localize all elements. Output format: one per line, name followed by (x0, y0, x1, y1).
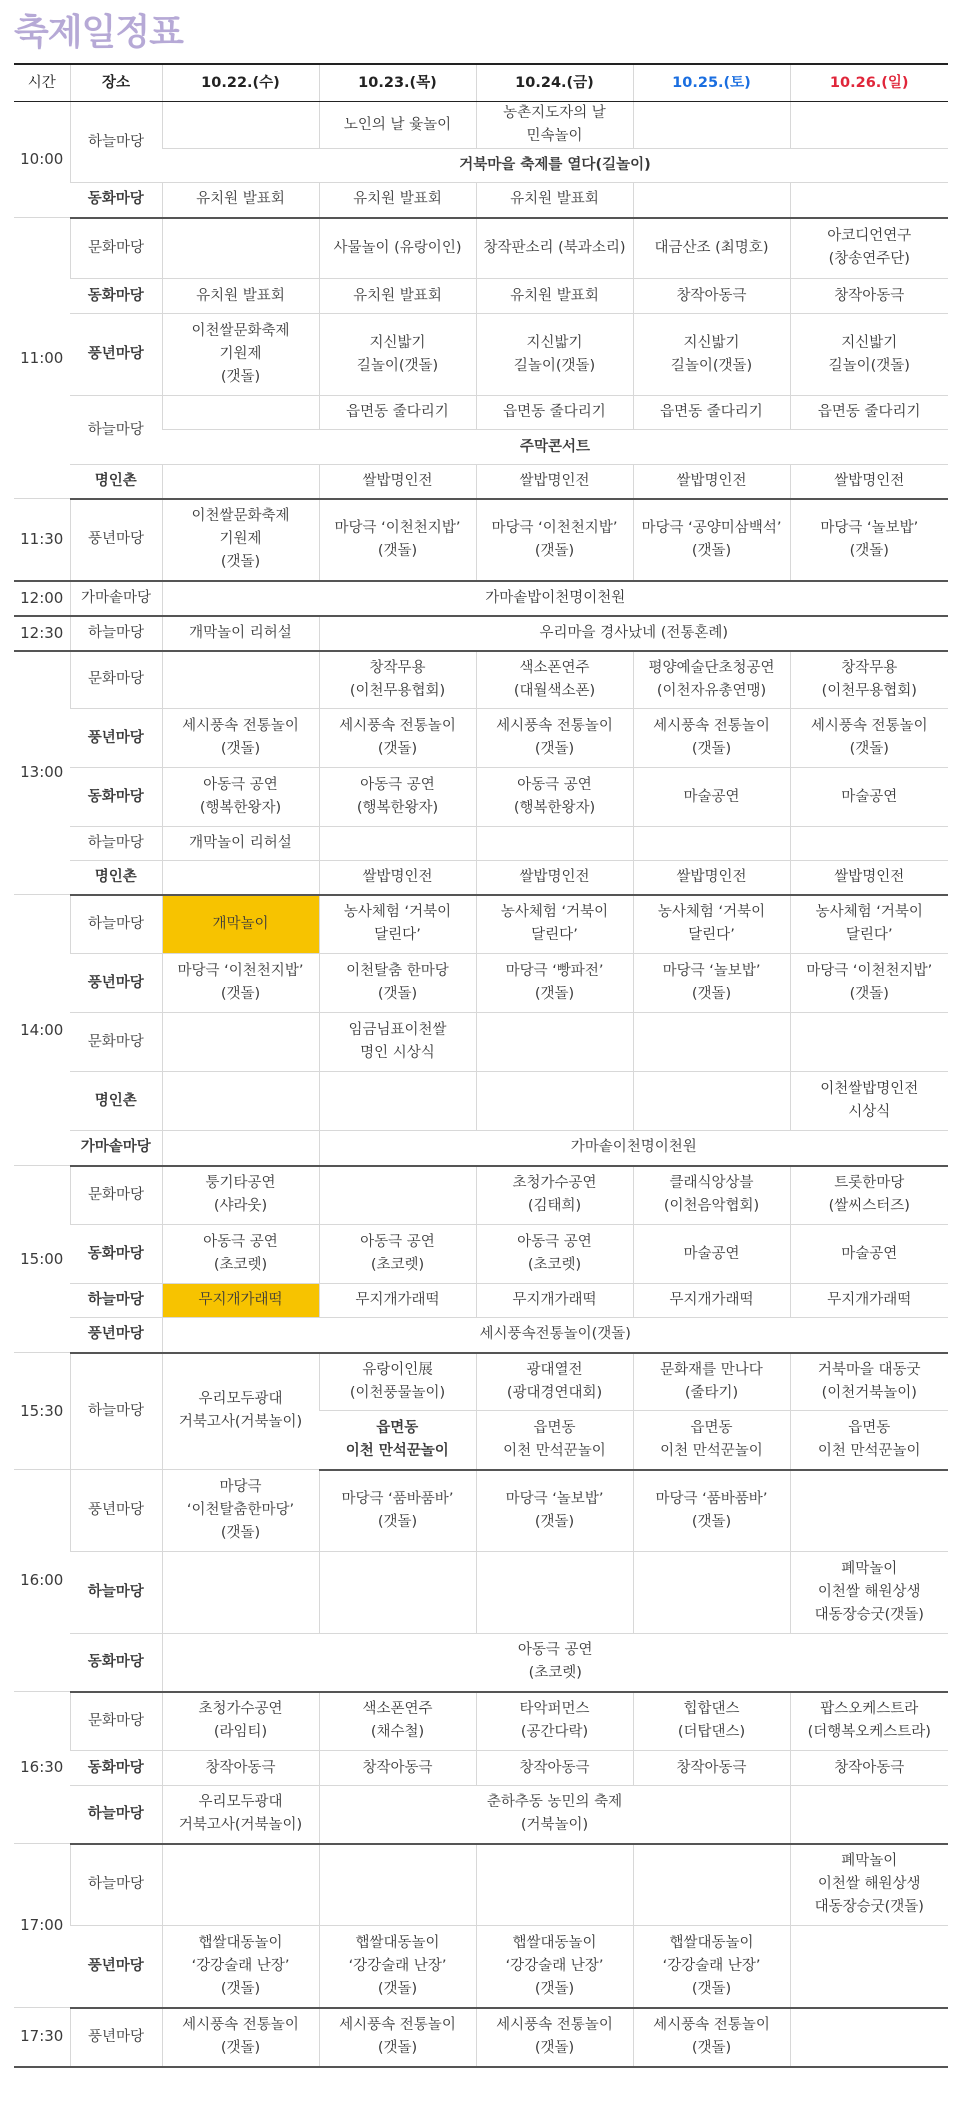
event-cell (790, 183, 948, 218)
event-cell (476, 1072, 633, 1131)
header-day-1: 10.22.(수) (162, 64, 319, 102)
event-cell: 쌀밥명인전 (790, 465, 948, 499)
event-cell: 유치원 발표회 (162, 279, 319, 314)
event-cell (162, 1844, 319, 1926)
event-cell: 아동극 공연 (초코렛) (476, 1225, 633, 1284)
place-cell: 문화마당 (70, 1692, 162, 1751)
event-cell: 무지개가래떡 (476, 1284, 633, 1318)
event-cell-wide: 아동극 공연 (초코렛) (162, 1634, 948, 1692)
place-cell: 동화마당 (70, 1634, 162, 1692)
event-cell: 유치원 발표회 (319, 183, 476, 218)
place-cell: 문화마당 (70, 1166, 162, 1225)
header-row (14, 64, 948, 102)
event-cell: 세시풍속 전통놀이 (갯돌) (476, 2008, 633, 2067)
event-cell: 폐막놀이 이천쌀 해원상생 대동장승굿(갯돌) (790, 1552, 948, 1634)
event-cell: 농사체험 ‘거북이 달린다’ (476, 895, 633, 954)
event-cell: 쌀밥명인전 (790, 861, 948, 895)
event-cell (633, 1072, 790, 1131)
event-cell: 이천탈춤 한마당 (갯돌) (319, 954, 476, 1013)
place-cell: 풍년마당 (70, 1318, 162, 1353)
event-cell: 세시풍속 전통놀이 (갯돌) (162, 2008, 319, 2067)
place-cell: 하늘마당 (70, 396, 162, 465)
event-cell: 세시풍속 전통놀이 (갯돌) (319, 2008, 476, 2067)
event-cell (319, 1166, 476, 1225)
event-cell: 햅쌀대동놀이 ‘강강술래 난장’ (갯돌) (319, 1926, 476, 2008)
event-cell: 읍면동 줄다리기 (790, 396, 948, 430)
event-cell: 아동극 공연 (초코렛) (162, 1225, 319, 1284)
place-cell: 풍년마당 (70, 2008, 162, 2067)
event-cell: 읍면동 줄다리기 (476, 396, 633, 430)
place-cell: 동화마당 (70, 1751, 162, 1786)
event-cell: 창작아동극 (633, 279, 790, 314)
event-cell: 읍면동 이천 만석꾼놀이 (790, 1411, 948, 1470)
event-cell: 우리모두광대 거북고사(거북놀이) (162, 1786, 319, 1844)
slot-1630 (14, 1692, 948, 1844)
header-place: 장소 (70, 64, 162, 102)
place-cell: 하늘마당 (70, 1844, 162, 1926)
place-cell: 명인촌 (70, 465, 162, 499)
event-cell: 읍면동 줄다리기 (319, 396, 476, 430)
place-cell: 풍년마당 (70, 954, 162, 1013)
event-cell-wide: 우리마을 경사났네 (전통혼례) (319, 616, 948, 651)
slot-1400 (14, 895, 948, 1166)
event-cell: 세시풍속 전통놀이 (갯돌) (319, 709, 476, 768)
event-cell-wide: 주막콘서트 (162, 430, 948, 465)
event-cell: 쌀밥명인전 (476, 861, 633, 895)
place-cell: 하늘마당 (70, 1552, 162, 1634)
header-day-2: 10.23.(목) (319, 64, 476, 102)
event-cell: 아동극 공연 (초코렛) (319, 1225, 476, 1284)
event-cell: 대금산조 (최명호) (633, 218, 790, 279)
event-cell: 유랑이인展 (이천풍물놀이) (319, 1353, 476, 1411)
event-cell (476, 1013, 633, 1072)
event-cell: 무지개가래떡 (790, 1284, 948, 1318)
slot-1600 (14, 1470, 948, 1692)
event-cell (633, 827, 790, 861)
event-cell (790, 1470, 948, 1552)
slot-1500 (14, 1166, 948, 1353)
time-cell: 17:30 (14, 2008, 70, 2067)
event-cell: 창작무용 (이천무용협회) (319, 651, 476, 709)
event-cell (476, 1844, 633, 1926)
slot-1100 (14, 218, 948, 499)
event-cell: 힙합댄스 (더탑댄스) (633, 1692, 790, 1751)
event-cell: 마당극 ‘품바품바’ (갯돌) (633, 1470, 790, 1552)
event-cell: 색소폰연주 (채수철) (319, 1692, 476, 1751)
event-cell: 마당극 ‘이천천지밥’ (갯돌) (790, 954, 948, 1013)
event-cell: 아동극 공연 (행복한왕자) (319, 768, 476, 827)
slot-1700 (14, 1844, 948, 2008)
event-cell-highlight: 개막놀이 (162, 895, 319, 954)
place-cell: 하늘마당 (70, 895, 162, 954)
event-cell: 지신밟기 길놀이(갯돌) (319, 314, 476, 396)
event-cell (476, 1552, 633, 1634)
place-cell: 풍년마당 (70, 1470, 162, 1552)
event-cell: 마당극 ‘공양미삼백석’ (갯돌) (633, 499, 790, 581)
place-cell: 동화마당 (70, 183, 162, 218)
event-cell (790, 1926, 948, 2008)
slot-1200 (14, 581, 948, 616)
event-cell: 읍면동 줄다리기 (633, 396, 790, 430)
event-cell: 창작아동극 (790, 1751, 948, 1786)
event-cell: 이천쌀문화축제 기원제 (갯돌) (162, 314, 319, 396)
event-cell: 마당극 ‘품바품바’ (갯돌) (319, 1470, 476, 1552)
event-cell (790, 2008, 948, 2067)
place-cell: 풍년마당 (70, 1926, 162, 2008)
event-cell (790, 827, 948, 861)
header-day-saturday: 10.25.(토) (633, 64, 790, 102)
event-cell: 마당극 ‘이천천지밥’ (갯돌) (162, 954, 319, 1013)
event-cell: 창작무용 (이천무용협회) (790, 651, 948, 709)
event-cell (476, 827, 633, 861)
event-cell: 쌀밥명인전 (319, 465, 476, 499)
event-cell: 세시풍속 전통놀이 (갯돌) (790, 709, 948, 768)
event-cell: 초청가수공연 (라임티) (162, 1692, 319, 1751)
event-cell: 마당극 ‘이천탈춤한마당’ (갯돌) (162, 1470, 319, 1552)
event-cell: 창작아동극 (633, 1751, 790, 1786)
event-cell (162, 861, 319, 895)
place-cell: 풍년마당 (70, 314, 162, 396)
event-cell: 마당극 ‘놀보밥’ (갯돌) (476, 1470, 633, 1552)
event-cell: 마당극 ‘놀보밥’ (갯돌) (633, 954, 790, 1013)
event-cell (162, 1552, 319, 1634)
event-cell: 초청가수공연 (김태희) (476, 1166, 633, 1225)
event-cell (319, 1844, 476, 1926)
event-cell: 세시풍속 전통놀이 (갯돌) (476, 709, 633, 768)
place-cell: 동화마당 (70, 1225, 162, 1284)
time-cell: 10:00 (14, 102, 70, 218)
slot-1130 (14, 499, 948, 581)
time-cell: 14:00 (14, 895, 70, 1166)
event-cell: 마술공연 (790, 1225, 948, 1284)
place-cell: 명인촌 (70, 1072, 162, 1131)
event-cell: 읍면동 이천 만석꾼놀이 (319, 1411, 476, 1470)
place-cell: 하늘마당 (70, 102, 162, 183)
place-cell: 하늘마당 (70, 616, 162, 651)
event-cell (319, 1552, 476, 1634)
event-cell: 우리모두광대 거북고사(거북놀이) (162, 1353, 319, 1470)
event-cell-wide: 가마솥이천명이천원 (319, 1131, 948, 1166)
slot-1730 (14, 2008, 948, 2067)
event-cell: 임금님표이천쌀 명인 시상식 (319, 1013, 476, 1072)
event-cell: 햅쌀대동놀이 ‘강강술래 난장’ (갯돌) (476, 1926, 633, 2008)
place-cell: 문화마당 (70, 1013, 162, 1072)
place-cell: 하늘마당 (70, 1284, 162, 1318)
event-cell: 햅쌀대동놀이 ‘강강술래 난장’ (갯돌) (633, 1926, 790, 2008)
schedule-table (14, 63, 948, 2068)
event-cell (790, 1013, 948, 1072)
event-cell: 이천쌀문화축제 기원제 (갯돌) (162, 499, 319, 581)
event-cell: 개막놀이 리허설 (162, 616, 319, 651)
slot-1300 (14, 651, 948, 895)
event-cell: 세시풍속 전통놀이 (갯돌) (633, 2008, 790, 2067)
header-day-sunday: 10.26.(일) (790, 64, 948, 102)
slot-1230 (14, 616, 948, 651)
event-cell (633, 1552, 790, 1634)
header-time: 시간 (14, 64, 70, 102)
time-cell: 13:00 (14, 651, 70, 895)
slot-1530 (14, 1353, 948, 1470)
event-cell: 쌀밥명인전 (476, 465, 633, 499)
event-cell-wide: 가마솥밥이천명이천원 (162, 581, 948, 616)
event-cell: 유치원 발표회 (476, 183, 633, 218)
event-cell: 마당극 ‘이천천지밥’ (갯돌) (476, 499, 633, 581)
event-cell: 세시풍속 전통놀이 (갯돌) (633, 709, 790, 768)
event-cell: 창작아동극 (319, 1751, 476, 1786)
event-cell (162, 1131, 319, 1166)
event-cell: 농사체험 ‘거북이 달린다’ (633, 895, 790, 954)
time-cell: 15:30 (14, 1353, 70, 1470)
place-cell: 동화마당 (70, 768, 162, 827)
event-cell: 지신밟기 길놀이(갯돌) (633, 314, 790, 396)
place-cell: 하늘마당 (70, 827, 162, 861)
event-cell: 문화재를 만나다 (줄타기) (633, 1353, 790, 1411)
event-cell: 농사체험 ‘거북이 달린다’ (319, 895, 476, 954)
event-cell: 사물놀이 (유랑이인) (319, 218, 476, 279)
event-cell: 햅쌀대동놀이 ‘강강술래 난장’ (갯돌) (162, 1926, 319, 2008)
event-cell (162, 218, 319, 279)
event-cell: 마술공연 (790, 768, 948, 827)
place-cell: 명인촌 (70, 861, 162, 895)
place-cell: 하늘마당 (70, 1786, 162, 1844)
event-cell: 쌀밥명인전 (633, 465, 790, 499)
event-cell (790, 102, 948, 149)
event-cell: 거북마을 대동굿 (이천거북놀이) (790, 1353, 948, 1411)
page-title: 축제일정표 (14, 12, 183, 53)
place-cell: 문화마당 (70, 651, 162, 709)
event-cell (319, 1072, 476, 1131)
event-cell (162, 1013, 319, 1072)
event-cell: 창작판소리 (북과소리) (476, 218, 633, 279)
event-cell: 무지개가래떡 (319, 1284, 476, 1318)
event-cell: 개막놀이 리허설 (162, 827, 319, 861)
event-cell: 쌀밥명인전 (633, 861, 790, 895)
event-cell: 클래식앙상블 (이천음악협회) (633, 1166, 790, 1225)
event-cell: 창작아동극 (790, 279, 948, 314)
event-cell: 폐막놀이 이천쌀 해원상생 대동장승굿(갯돌) (790, 1844, 948, 1926)
event-cell (633, 1844, 790, 1926)
event-cell (162, 465, 319, 499)
time-cell: 11:00 (14, 218, 70, 499)
place-cell: 가마솥마당 (70, 581, 162, 616)
event-cell (162, 651, 319, 709)
event-cell: 아코디언연구 (창송연주단) (790, 218, 948, 279)
event-cell: 마당극 ‘빵파전’ (갯돌) (476, 954, 633, 1013)
event-cell-highlight: 무지개가래떡 (162, 1284, 319, 1318)
event-cell: 지신밟기 길놀이(갯돌) (790, 314, 948, 396)
event-cell (162, 1072, 319, 1131)
event-cell (633, 1013, 790, 1072)
time-cell: 15:00 (14, 1166, 70, 1353)
time-cell: 16:00 (14, 1470, 70, 1692)
event-cell: 광대열전 (광대경연대회) (476, 1353, 633, 1411)
event-cell: 색소폰연주 (대월색소폰) (476, 651, 633, 709)
event-cell (162, 396, 319, 430)
event-cell: 유치원 발표회 (476, 279, 633, 314)
event-cell: 마술공연 (633, 768, 790, 827)
place-cell: 가마솥마당 (70, 1131, 162, 1166)
time-cell: 16:30 (14, 1692, 70, 1844)
time-cell: 11:30 (14, 499, 70, 581)
time-cell: 12:30 (14, 616, 70, 651)
event-cell (319, 827, 476, 861)
event-cell: 노인의 날 윷놀이 (319, 102, 476, 149)
event-cell: 창작아동극 (476, 1751, 633, 1786)
event-cell: 무지개가래떡 (633, 1284, 790, 1318)
event-cell: 팝스오케스트라 (더행복오케스트라) (790, 1692, 948, 1751)
event-cell: 창작아동극 (162, 1751, 319, 1786)
event-cell: 아동극 공연 (행복한왕자) (476, 768, 633, 827)
event-cell: 유치원 발표회 (319, 279, 476, 314)
place-cell: 풍년마당 (70, 499, 162, 581)
event-cell: 읍면동 이천 만석꾼놀이 (633, 1411, 790, 1470)
event-cell (162, 102, 319, 149)
event-cell: 퉁기타공연 (샤라웃) (162, 1166, 319, 1225)
event-cell: 농사체험 ‘거북이 달린다’ (790, 895, 948, 954)
event-cell-wide: 춘하추동 농민의 축제 (거북놀이) (319, 1786, 790, 1844)
event-cell (633, 102, 790, 149)
time-cell: 12:00 (14, 581, 70, 616)
event-cell: 마술공연 (633, 1225, 790, 1284)
place-cell: 동화마당 (70, 279, 162, 314)
event-cell: 평양예술단초청공연 (이천자유총연맹) (633, 651, 790, 709)
event-cell: 마당극 ‘이천천지밥’ (갯돌) (319, 499, 476, 581)
event-cell: 지신밟기 길놀이(갯돌) (476, 314, 633, 396)
event-cell-wide: 세시풍속전통놀이(갯돌) (162, 1318, 948, 1353)
place-cell: 하늘마당 (70, 1353, 162, 1470)
event-cell (633, 183, 790, 218)
header-day-3: 10.24.(금) (476, 64, 633, 102)
event-cell: 유치원 발표회 (162, 183, 319, 218)
place-cell: 문화마당 (70, 218, 162, 279)
slot-1000 (14, 102, 948, 218)
event-cell: 아동극 공연 (행복한왕자) (162, 768, 319, 827)
event-cell-wide: 거북마을 축제를 열다(길놀이) (162, 149, 948, 183)
event-cell: 트롯한마당 (쌀씨스터즈) (790, 1166, 948, 1225)
place-cell: 풍년마당 (70, 709, 162, 768)
event-cell: 타악퍼먼스 (공간다락) (476, 1692, 633, 1751)
event-cell: 쌀밥명인전 (319, 861, 476, 895)
event-cell: 세시풍속 전통놀이 (갯돌) (162, 709, 319, 768)
event-cell: 읍면동 이천 만석꾼놀이 (476, 1411, 633, 1470)
event-cell (790, 1786, 948, 1844)
time-cell: 17:00 (14, 1844, 70, 2008)
event-cell: 농촌지도자의 날 민속놀이 (476, 102, 633, 149)
event-cell: 이천쌀밥명인전 시상식 (790, 1072, 948, 1131)
event-cell: 마당극 ‘놀보밥’ (갯돌) (790, 499, 948, 581)
